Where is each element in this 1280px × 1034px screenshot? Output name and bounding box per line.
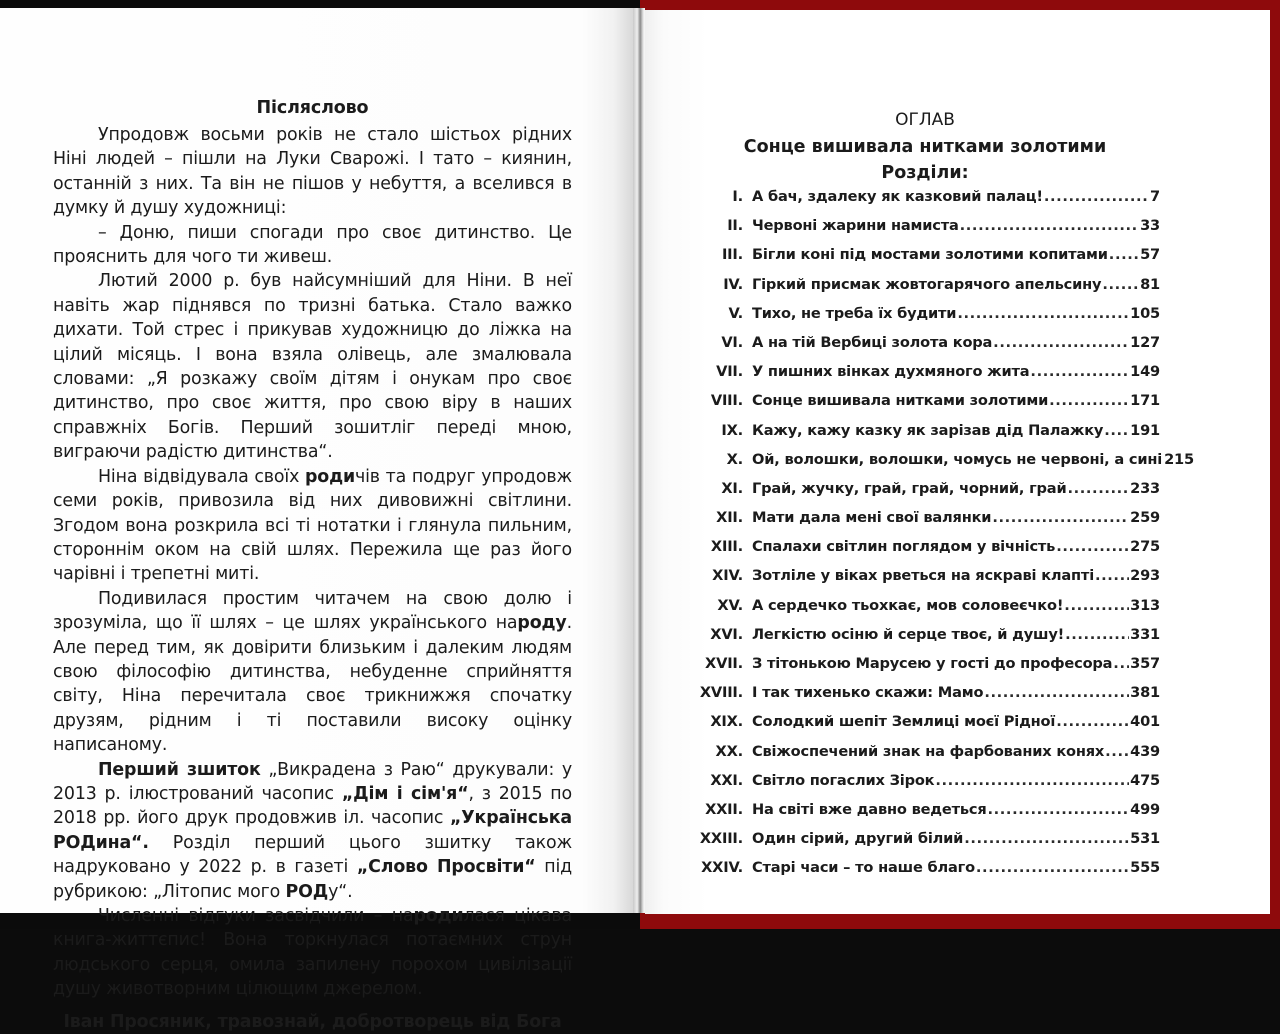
- chapter-page-number: 331: [1130, 625, 1160, 643]
- afterword-body: [53, 123, 572, 1002]
- chapter-title: І так тихенько скажи: Мамо: [752, 684, 984, 702]
- chapter-title: Спалахи світлин поглядом у вічність: [752, 538, 1056, 556]
- bold-text-run: роди: [304, 466, 355, 487]
- toc-chapter-row: [680, 334, 1160, 363]
- text-run: „Викрадена з Раю“ друкували: у 2013 р. ілюстрований часопис: [53, 759, 572, 804]
- chapter-page-number: 439: [1130, 742, 1160, 760]
- text-run: у“.: [328, 881, 353, 902]
- chapter-title: А на тій Вербиці золота кора: [752, 333, 993, 351]
- bold-text-run: Перший зшиток: [98, 759, 261, 780]
- text-run: Упродовж восьми років не стало шістьох рідних Ніні людей – пішли на Луки Сварожі. І тато – киянин, останній з них. Та він не пішов у небуття, а вселився в думку й душу художниці:: [53, 125, 572, 219]
- text-run: Численні відгуки засвідчили – на: [98, 906, 414, 926]
- chapter-page-number: 381: [1130, 684, 1160, 702]
- text-run: Подивилася простим читачем на свою долю і зрозуміла, що її шлях – це шлях українського на: [53, 588, 572, 634]
- chapter-page-number: 401: [1130, 713, 1160, 731]
- bold-text-run: роду: [517, 613, 567, 634]
- chapter-number: IX.: [721, 421, 743, 439]
- text-run: . Але перед тим, як довірити близьким і далеким людям свою філософію дитинства, небуденне сприйняття світу, Ніна перечитала своє трикнижжя спочатку друзям, рідним і ті поставили високу оцінку написаному.: [53, 613, 572, 756]
- chapter-title: А бач, здалеку як казковий палац!: [752, 188, 1043, 205]
- chapter-page-number: 259: [1130, 509, 1160, 527]
- chapter-number: XX.: [715, 742, 743, 760]
- chapter-page-number: 127: [1130, 333, 1160, 351]
- chapter-title: Ой, волошки, волошки, чомусь не червоні, а сині: [752, 450, 1163, 468]
- chapter-number: X.: [726, 450, 743, 468]
- toc-chapter-row: [680, 597, 1160, 626]
- chapter-page-number: 57: [1140, 246, 1160, 264]
- dot-leader: [957, 305, 1129, 322]
- dot-leader: [1065, 626, 1129, 643]
- dot-leader: [1030, 363, 1129, 380]
- text-run: чів та подруг упродовж семи років, привозила від них дивовижні світлини. Згодом вона розкрила всі ті нотатки і глянула пильним, стороннім оком на свій шлях. Пережила ще раз його чарівні і трепетні миті.: [53, 466, 572, 585]
- chapter-page-number: 171: [1130, 392, 1160, 410]
- toc-chapter-row: [680, 830, 1160, 859]
- chapter-page-number: 313: [1130, 596, 1160, 614]
- toc-chapter-row: [680, 480, 1160, 509]
- toc-chapter-row: [680, 509, 1160, 538]
- chapter-title: Зотліле у віках рветься на яскраві клапті: [752, 567, 1094, 585]
- dot-leader: [1049, 392, 1129, 409]
- text-run: Ніна відвідувала своїх: [98, 466, 305, 487]
- chapter-number: XVI.: [710, 625, 743, 643]
- chapter-page-number: 105: [1130, 304, 1160, 322]
- chapter-title: Легкістю осіню й серце твоє, й душу!: [752, 625, 1065, 643]
- chapter-number: XVII.: [705, 655, 743, 672]
- toc-chapter-row: [680, 684, 1160, 713]
- afterword-title: Післяслово: [256, 98, 369, 118]
- chapter-title: Грай, жучку, грай, грай, чорний, грай: [752, 479, 1067, 497]
- dot-leader: [935, 772, 1129, 789]
- toc-chapter-row: [680, 422, 1160, 451]
- chapter-page-number: 475: [1130, 771, 1160, 789]
- chapter-number: XV.: [717, 596, 743, 614]
- chapter-page-number: 215: [1164, 450, 1194, 468]
- chapter-number: XXII.: [705, 800, 743, 818]
- chapter-title: На світі вже давно ведеться: [752, 800, 987, 818]
- chapter-title: Червоні жарини намиста: [752, 217, 959, 235]
- chapter-number: VIII.: [710, 392, 743, 410]
- dot-leader: [1056, 713, 1129, 730]
- chapter-number: XI.: [721, 479, 743, 497]
- afterword-paragraph: [53, 123, 572, 221]
- chapter-page-number: 81: [1140, 275, 1160, 293]
- chapter-page-number: 293: [1130, 567, 1160, 585]
- text-run: під рубрикою: „Літопис мого: [53, 857, 573, 902]
- toc-chapter-list: [680, 188, 1194, 889]
- toc-chapter-row: [680, 713, 1160, 742]
- bold-text-run: роди: [413, 906, 464, 926]
- chapter-page-number: 149: [1130, 363, 1160, 381]
- afterword-paragraph: [53, 465, 572, 587]
- chapter-page-number: 555: [1130, 859, 1160, 877]
- chapter-number: I.: [732, 188, 743, 205]
- afterword-paragraph: [53, 758, 572, 904]
- dot-leader: [1102, 276, 1139, 293]
- dot-leader: [993, 334, 1129, 351]
- chapter-number: XIII.: [710, 538, 743, 556]
- toc-chapter-row: [680, 392, 1160, 421]
- chapter-title: З тітонькою Марусею у гості до професора: [752, 655, 1113, 672]
- chapter-title: Кажу, кажу казку як зарізав дід Палажку: [752, 421, 1104, 439]
- afterword-signature: Іван Просяник, травознай, добротворець від Бога: [63, 1011, 562, 1032]
- dot-leader: [1105, 743, 1129, 760]
- chapter-title: Бігли коні під мостами золотими копитами: [752, 246, 1108, 264]
- chapter-number: IV.: [723, 275, 743, 293]
- text-run: , з 2015 по 2018 рр. його друк продовжив іл. часопис: [53, 783, 572, 829]
- chapter-number: XXIV.: [701, 859, 743, 877]
- toc-book-title: Сонце вишивала нитками золотими: [743, 137, 1107, 157]
- bold-text-run: „Дім і сім'я“: [341, 783, 469, 804]
- toc-chapter-row: [680, 363, 1160, 392]
- chapter-number: XVIII.: [699, 684, 743, 702]
- toc-chapter-row: [680, 276, 1160, 305]
- dot-leader: [984, 684, 1129, 701]
- toc-chapter-row: [680, 188, 1160, 217]
- text-run: – Доню, пиши спогади про своє дитинство. Це прояснить для чого ти живеш.: [53, 222, 572, 268]
- toc-chapter-row: [680, 305, 1160, 334]
- chapter-number: XII.: [716, 509, 743, 527]
- dot-leader: [1095, 567, 1129, 584]
- dot-leader: [988, 801, 1130, 818]
- chapter-page-number: 7: [1150, 188, 1160, 205]
- text-run: лася цікава книга-життєпис! Вона торкнулася потаємних струн людського серця, омила запилену порохом цивілізації душу животворним цілющим джерелом.: [53, 906, 572, 1000]
- afterword-paragraph: [53, 587, 572, 758]
- chapter-title: Старі часи – то наше благо: [752, 859, 975, 877]
- chapter-title: Свіжоспечений знак на фарбованих конях: [752, 742, 1105, 760]
- chapter-number: II.: [727, 217, 743, 235]
- chapter-number: VI.: [721, 333, 743, 351]
- text-run: Лютий 2000 р. був найсумніший для Ніни. В неї навіть жар піднявся по тризні батька. Стало важко дихати. Той стрес і прикував художницю до ліжка на цілий місяць. І вона взяла олівець, але змалювала словами: „Я розкажу своїм дітям і онукам про своє дитинство, про своє життя, про свою віру в наших справжніх Богів. Перший зошитліг переді мною, виграючи радістю дитинства“.: [53, 271, 572, 463]
- chapter-number: V.: [728, 304, 743, 322]
- toc-chapter-row: [680, 217, 1160, 246]
- toc-chapter-row: [680, 450, 1194, 480]
- dot-leader: [1113, 655, 1129, 672]
- toc-sections-label: Розділи:: [881, 163, 969, 183]
- chapter-number: XXIII.: [699, 830, 743, 848]
- chapter-title: Сонце вишивала нитками золотими: [752, 392, 1049, 410]
- dot-leader: [976, 859, 1129, 876]
- toc-chapter-row: [680, 626, 1160, 655]
- toc-heading: ОГЛАВ: [895, 110, 955, 130]
- dot-leader: [1109, 246, 1139, 263]
- toc-chapter-row: [680, 801, 1160, 830]
- chapter-page-number: 33: [1140, 217, 1160, 235]
- chapter-title: Один сірий, другий білий: [752, 830, 964, 848]
- toc-chapter-row: [680, 743, 1160, 772]
- dot-leader: [1044, 188, 1149, 205]
- chapter-number: XIX.: [710, 713, 743, 731]
- dot-leader: [1067, 480, 1129, 497]
- afterword-paragraph: [53, 221, 572, 270]
- dot-leader: [964, 830, 1129, 847]
- dot-leader: [992, 509, 1129, 526]
- toc-chapter-row: [680, 772, 1160, 801]
- bold-text-run: „Слово Просвіти“: [356, 857, 536, 878]
- chapter-page-number: 275: [1130, 538, 1160, 556]
- afterword-paragraph: [53, 269, 572, 464]
- dot-leader: [1056, 538, 1129, 555]
- chapter-title: Солодкий шепіт Землиці моєї Рідної: [752, 713, 1056, 731]
- dot-leader: [1064, 597, 1129, 614]
- chapter-page-number: 499: [1130, 800, 1160, 818]
- chapter-title: У пишних вінках духмяного жита: [752, 363, 1030, 381]
- chapter-page-number: 233: [1130, 479, 1160, 497]
- chapter-number: VII.: [716, 363, 743, 381]
- chapter-page-number: 531: [1130, 830, 1160, 848]
- chapter-page-number: 357: [1130, 655, 1160, 672]
- chapter-title: Світло погаслих Зірок: [752, 771, 935, 789]
- book-gutter: [633, 8, 645, 913]
- chapter-number: III.: [721, 246, 743, 264]
- chapter-title: Тихо, не треба їх будити: [752, 304, 957, 322]
- dot-leader: [1104, 422, 1129, 439]
- chapter-title: А сердечко тьохкає, мов соловеєчко!: [752, 596, 1064, 614]
- bold-text-run: „Українська РОДина“.: [53, 808, 572, 853]
- afterword-paragraph: [53, 904, 572, 1002]
- chapter-page-number: 191: [1130, 421, 1160, 439]
- chapter-number: XXI.: [710, 771, 743, 789]
- chapter-number: XIV.: [712, 567, 743, 585]
- toc-chapter-row: [680, 567, 1160, 596]
- toc-chapter-row: [680, 859, 1160, 888]
- toc-chapter-row: [680, 246, 1160, 275]
- table-of-contents: [680, 108, 1194, 889]
- toc-chapter-row: [680, 655, 1160, 684]
- afterword-section: [53, 96, 572, 1034]
- bold-text-run: РОД: [285, 881, 329, 902]
- chapter-title: Гіркий присмак жовтогарячого апельсину: [752, 275, 1102, 293]
- text-run: Розділ перший цього зшитку також надруковано у 2022 р. в газеті: [53, 832, 572, 878]
- toc-chapter-row: [680, 538, 1160, 567]
- chapter-title: Мати дала мені свої валянки: [752, 509, 992, 527]
- dot-leader: [960, 217, 1139, 234]
